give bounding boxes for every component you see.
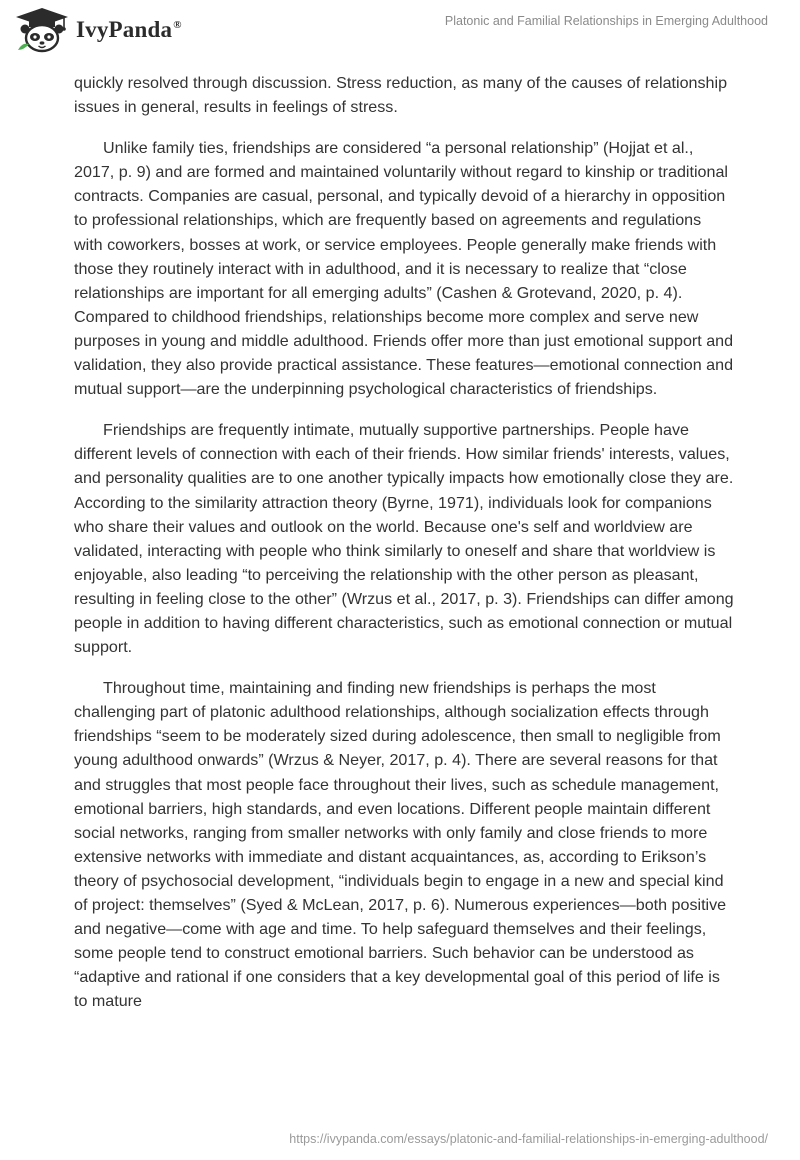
logo-text: IvyPanda® [76, 17, 182, 42]
source-url-link[interactable]: https://ivypanda.com/essays/platonic-and-familial-relationships-in-emerging-adulthood/ [289, 1132, 768, 1146]
essay-body [74, 71, 734, 1030]
paragraph-similarity-attraction: Friendships are frequently intimate, mutually supportive partnerships. People have different levels of connection with each of their friends. How similar friends' interests, values, and personality qualities are to one another typically impacts how emotionally close they are. According to the similarity attraction theory (Byrne, 1971), individuals look for companions who share their values and outlook on the world. Because one's self and worldview are validated, interacting with people who think similarly to oneself and share that worldview is enjoyable, also leading “to perceiving the relationship with the other person as pleasant, resulting in feeling close to the other” (Wrzus et al., 2017, p. 3). Friendships can differ among people in addition to having different characteristics, such as emotional connection or mutual support. [74, 421, 734, 657]
paragraph-maintaining-friendships: Throughout time, maintaining and finding new friendships is perhaps the most challenging part of platonic adulthood relationships, although socialization effects through friendships “seem to be moderately sized during adolescence, then small to negligible from young adulthood onwards” (Wrzus & Neyer, 2017, p. 4). There are several reasons for that and struggles that most people face throughout their lives, such as schedule management, emotional barriers, high standards, and even locations. Different people maintain different social networks, ranging from smaller networks with only family and close friends to more extensive networks with immediate and distant acquaintances, as, according to Erikson’s theory of psychosocial development, “individuals begin to engage in a new and special kind of project: themselves” (Syed & McLean, 2017, p. 6). Numerous experiences—both positive and negative—come with age and time. To help safeguard themselves and their feelings, some people tend to construct emotional barriers. Such behavior can be understood as “adaptive and rational if one considers that a key developmental goal of this period of life is to mature [74, 679, 727, 1011]
paragraph-friendships-definition: Unlike family ties, friendships are considered “a personal relationship” (Hojjat et al., 2017, p. 9) and are formed and maintained voluntarily without regard to kinship or traditional contracts. Companies are casual, personal, and typically devoid of a hierarchy in opposition to professional relationships, which are frequently based on agreements and regulations with coworkers, bosses at work, or service employees. People generally make friends with those they routinely interact with in adulthood, and it is necessary to realize that “close relationships are important for all emerging adults” (Cashen & Grotevand, 2020, p. 4). Compared to childhood friendships, relationships become more complex and serve new purposes in young and middle adulthood. Friends offer more than just emotional support and validation, they also provide practical assistance. These features—emotional connection and mutual support—are the underpinning psychological characteristics of friendships. [74, 139, 734, 399]
paragraph-continuation: quickly resolved through discussion. Stress reduction, as many of the causes of relationship issues in general, results in feelings of stress. [74, 74, 728, 117]
document-title: Platonic and Familial Relationships in Emerging Adulthood [444, 14, 768, 28]
ivypanda-logo[interactable] [12, 6, 182, 54]
panda-graduation-cap-icon [12, 6, 72, 54]
page-header [0, 0, 800, 64]
registered-mark: ® [173, 19, 182, 32]
